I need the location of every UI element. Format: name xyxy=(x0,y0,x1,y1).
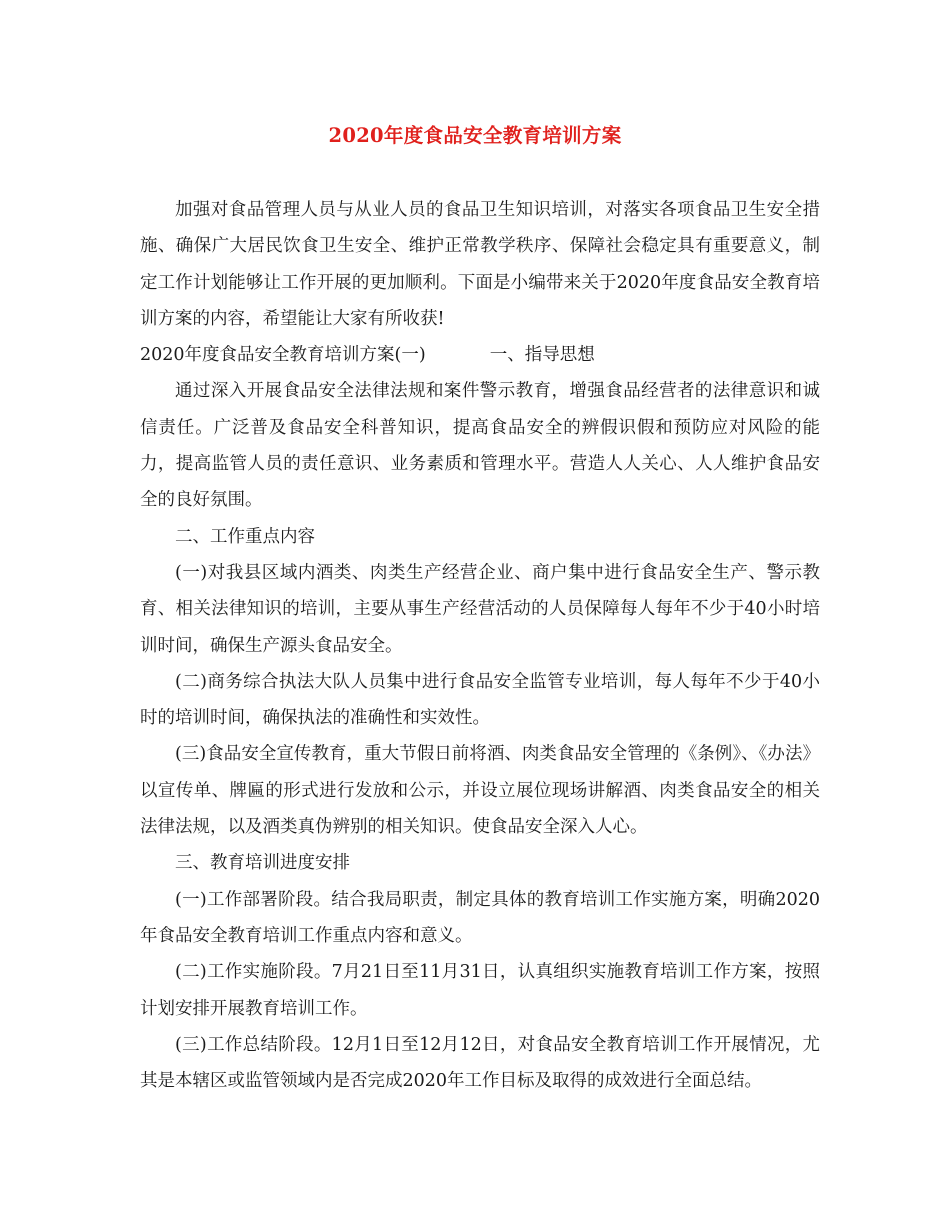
section2-item: (一)对我县区域内酒类、肉类生产经营企业、商户集中进行食品安全生产、警示教育、相关法律知识的培训，主要从事生产经营活动的人员保障每人每年不少于40小时培训时间，确保生产源头食品安全。 xyxy=(140,562,820,656)
section3-heading: 三、教育培训进度安排 xyxy=(175,853,350,874)
subtitle-line xyxy=(140,337,820,373)
section1-paragraph: 通过深入开展食品安全法律法规和案件警示教育，增强食品经营者的法律意识和诚信责任。广泛普及食品安全科普知识，提高食品安全的辨假识假和预防应对风险的能力，提高监管人员的责任意识、业务素质和管理水平。营造人人关心、人人维护食品安全的良好氛围。 xyxy=(140,381,820,511)
section2-heading: 二、工作重点内容 xyxy=(175,526,315,547)
section2-item: (二)商务综合执法大队人员集中进行食品安全监管专业培训，每人每年不少于40小时的培训时间，确保执法的准确性和实效性。 xyxy=(140,671,820,729)
section3-item: (二)工作实施阶段。7月21日至11月31日，认真组织实施教育培训工作方案，按照计划安排开展教育培训工作。 xyxy=(140,962,820,1019)
section2-item: (三)食品安全宣传教育，重大节假日前将酒、肉类食品安全管理的《条例》、《办法》以宣传单、牌匾的形式进行发放和公示，并设立展位现场讲解酒、肉类食品安全的相关法律法规，以及酒类真伪辨别的相关知识。使食品安全深入人心。 xyxy=(140,744,820,838)
document-title: 2020年度食品安全教育培训方案 xyxy=(328,124,622,147)
section1-heading: 一、指导思想 xyxy=(489,345,595,366)
section3-item: (三)工作总结阶段。12月1日至12月12日，对食品安全教育培训工作开展情况，尤其是本辖区或监管领域内是否完成2020年工作目标及取得的成效进行全面总结。 xyxy=(140,1034,820,1092)
section3-item: (一)工作部署阶段。结合我局职责，制定具体的教育培训工作实施方案，明确2020年食品安全教育培训工作重点内容和意义。 xyxy=(140,889,820,946)
subtitle: 2020年度食品安全教育培训方案(一) xyxy=(140,345,426,366)
document-body xyxy=(140,192,820,1099)
intro-paragraph: 加强对食品管理人员与从业人员的食品卫生知识培训，对落实各项食品卫生安全措施、确保广大居民饮食卫生安全、维护正常教学秩序、保障社会稳定具有重要意义，制定工作计划能够让工作开展的更加顺利。下面是小编带来关于2020年度食品安全教育培训方案的内容，希望能让大家有所收获! xyxy=(140,200,820,329)
